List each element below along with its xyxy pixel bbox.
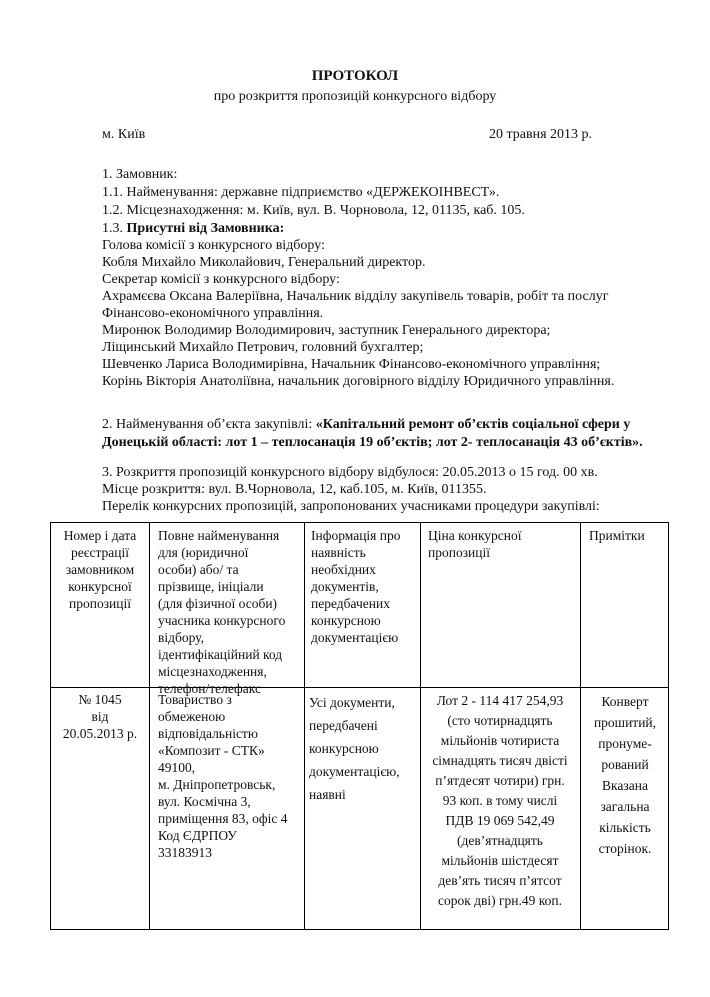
cell-line: Товариство з (158, 692, 232, 707)
cell-line: (дев’ятнадцять (457, 833, 543, 848)
cell-line: документацією (311, 630, 399, 645)
cell-line: сімнадцять тисяч двісті (432, 753, 568, 768)
cell-line: пропозиції (69, 596, 131, 611)
cell-line: 93 коп. в тому числі (442, 793, 558, 808)
cell-line: від (91, 709, 109, 724)
cell-line: (сто чотирнадцять (447, 713, 553, 728)
present-heading (102, 220, 284, 237)
procurement-object-line2: Донецькій області: лот 1 – теплосанація 19 об’єктів; лот 2- теплосанація 43 об’єктів». (102, 435, 643, 450)
cell-line: реєстрації (70, 545, 130, 560)
cell-line: ідентифікаційний код (158, 647, 283, 662)
present-line: Голова комісії з конкурсного відбору: (102, 238, 325, 253)
cell-line: кількість (599, 820, 651, 835)
cell-line: пропозиції (428, 545, 490, 560)
cell-line: сорок дві) грн.49 коп. (437, 893, 563, 908)
present-line: Шевченко Лариса Володимирівна, Начальник Фінансово-економічного управління; (102, 357, 601, 372)
row-registration (51, 691, 149, 742)
opening-place: Місце розкриття: вул. В.Чорновола, 12, каб.105, м. Київ, 011355. (102, 482, 487, 497)
cell-line: Конверт (601, 694, 649, 709)
present-line: Корінь Вікторія Анатоліївна, начальник договірного відділу Юридичного управління. (102, 374, 615, 389)
cell-line: відповідальністю (158, 726, 258, 741)
cell-line: Інформація про (311, 528, 401, 543)
present-line: Кобля Михайло Миколайович, Генеральний директор. (102, 255, 426, 270)
cell-line: замовником (65, 562, 135, 577)
cell-line: м. Дніпропетровськ, (158, 777, 276, 792)
cell-line: приміщення 83, офіс 4 (158, 811, 288, 826)
document-subtitle: про розкриття пропозицій конкурсного відбору (213, 89, 497, 104)
row-notes (580, 691, 670, 859)
present-line: Секретар комісії з конкурсного відбору: (102, 272, 340, 287)
cell-line: Повне найменування (158, 528, 280, 543)
cell-line: документацією, (309, 764, 400, 779)
header-price (428, 527, 522, 561)
cell-line: наявність (311, 545, 366, 560)
procurement-object-title: «Капітальний ремонт об’єктів соціальної сфери у (315, 417, 631, 432)
cell-line: необхідних (311, 562, 376, 577)
cell-line: (для фізичної особи) (158, 596, 278, 611)
cell-line: учасника конкурсного (158, 613, 286, 628)
cell-line: вул. Космічна 3, (158, 794, 251, 809)
proposals-table (50, 522, 669, 930)
row-documents (309, 691, 400, 806)
cell-line: загальна (600, 799, 650, 814)
cell-line: рований (601, 757, 649, 772)
header-documents (311, 527, 401, 646)
cell-line: ПДВ 19 069 542,49 (445, 813, 555, 828)
cell-line: сторінок. (598, 841, 652, 856)
row-price (420, 691, 580, 911)
present-line: Ахрамєєва Оксана Валеріївна, Начальник відділу закупівель товарів, робіт та послуг (102, 289, 609, 304)
cell-line: прошитий, (593, 715, 657, 730)
cell-line: Код ЄДРПОУ (158, 828, 237, 843)
cell-line: мільйонів шістдесят (441, 853, 559, 868)
cell-line: конкурсною (311, 613, 381, 628)
document-date: 20 травня 2013 р. (489, 127, 593, 142)
header-participant (158, 527, 285, 697)
section1-heading: 1. Замовник: (102, 167, 178, 182)
present-line: Ліщинський Михайло Петрович, головний бухгалтер; (102, 340, 424, 355)
city: м. Київ (102, 127, 146, 142)
cell-line: для (юридичної (158, 545, 249, 560)
cell-line: мільйонів чотириста (440, 733, 560, 748)
present-line: Миронюк Володимир Володимирович, заступник Генерального директора; (102, 323, 551, 338)
cell-line: прізвище, ініціали (158, 579, 264, 594)
present-prefix: 1.3. (102, 221, 127, 236)
document-title: ПРОТОКОЛ (311, 68, 399, 84)
proposals-list-intro: Перелік конкурсних пропозицій, запропонованих учасниками процедури закупівлі: (102, 499, 600, 514)
cell-line: відбору, (158, 630, 204, 645)
customer-name: 1.1. Найменування: державне підприємство «ДЕРЖЕКОІНВЕСТ». (102, 185, 500, 200)
cell-line: № 1045 (78, 692, 122, 707)
cell-line: місцезнаходження, (158, 664, 267, 679)
cell-line: 49100, (158, 760, 196, 775)
cell-line: наявні (309, 787, 346, 802)
cell-line: Усі документи, (309, 695, 395, 710)
customer-location: 1.2. Місцезнаходження: м. Київ, вул. В. Чорновола, 12, 01135, каб. 105. (102, 203, 525, 218)
cell-line: конкурсною (309, 741, 379, 756)
header-notes (589, 527, 645, 544)
procurement-object-prefix: 2. Найменування об’єкта закупівлі: (102, 417, 316, 432)
cell-line: «Композит - СТК» (158, 743, 265, 758)
cell-line: Вказана (602, 778, 648, 793)
opening-datetime: 3. Розкриття пропозицій конкурсного відбору відбулося: 20.05.2013 о 15 год. 00 хв. (102, 465, 598, 480)
cell-line: пронуме- (598, 736, 652, 751)
cell-line: 20.05.2013 р. (62, 726, 138, 741)
row-participant (158, 691, 288, 861)
cell-line: дев’ять тисяч п’ятсот (438, 873, 562, 888)
cell-line: Ціна конкурсної (428, 528, 522, 543)
cell-line: конкурсної (68, 579, 132, 594)
procurement-object-line1 (102, 416, 630, 433)
cell-line: Номер і дата (63, 528, 137, 543)
present-line: Фінансово-економічного управління. (102, 306, 324, 321)
cell-line: телефон/телефакс (158, 681, 261, 696)
cell-line: документів, (311, 579, 379, 594)
cell-line: передбачені (309, 718, 378, 733)
cell-line: п’ятдесят чотири) грн. (435, 773, 565, 788)
cell-line: передбачених (311, 596, 390, 611)
header-registration (51, 527, 149, 612)
cell-line: Примітки (589, 528, 645, 543)
cell-line: особи) або/ та (158, 562, 239, 577)
cell-line: 33183913 (158, 845, 212, 860)
cell-line: обмеженою (158, 709, 226, 724)
present-label: Присутні від Замовника: (126, 221, 285, 236)
cell-line: Лот 2 - 114 417 254,93 (436, 693, 564, 708)
